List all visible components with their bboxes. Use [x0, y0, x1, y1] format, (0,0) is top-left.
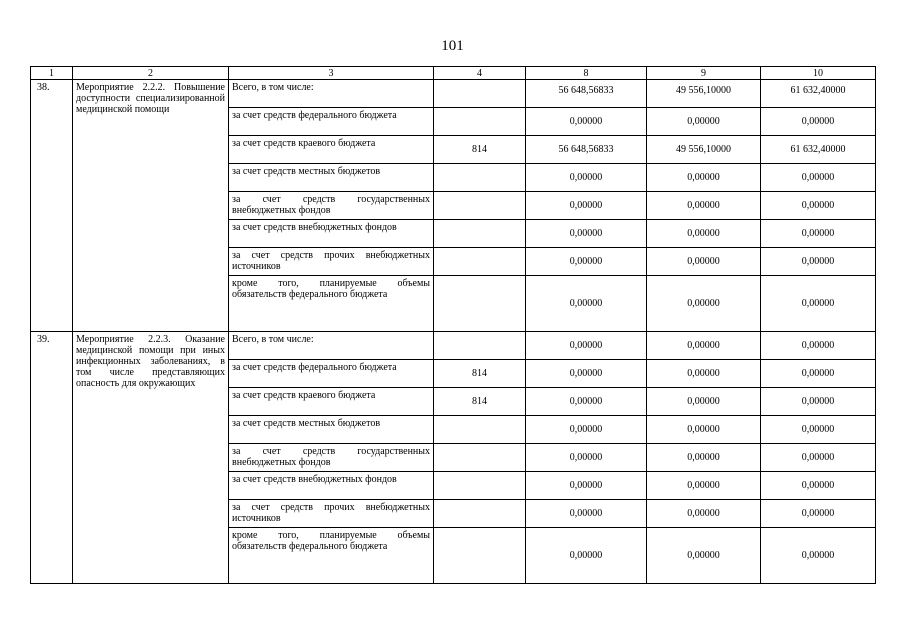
value-col-8: 56 648,56833 [526, 80, 647, 108]
value-col-10: 0,00000 [761, 276, 876, 332]
value-col-10: 0,00000 [761, 472, 876, 500]
budget-code [434, 528, 526, 584]
value-col-10: 0,00000 [761, 164, 876, 192]
value-col-8: 0,00000 [526, 220, 647, 248]
budget-table [30, 66, 876, 584]
funding-source: за счет средств федерального бюджета [229, 108, 434, 136]
header-cell: 1 [31, 67, 73, 80]
value-col-8: 0,00000 [526, 108, 647, 136]
value-col-8: 0,00000 [526, 276, 647, 332]
funding-source: за счет средств прочих внебюджетных источников [229, 248, 434, 276]
budget-code [434, 276, 526, 332]
header-cell: 2 [73, 67, 229, 80]
header-row [31, 67, 876, 80]
value-col-9: 0,00000 [647, 444, 761, 472]
value-col-8: 56 648,56833 [526, 136, 647, 164]
funding-source: за счет средств краевого бюджета [229, 136, 434, 164]
budget-code [434, 472, 526, 500]
value-col-10: 0,00000 [761, 220, 876, 248]
value-col-9: 0,00000 [647, 500, 761, 528]
row-index: 38. [31, 80, 73, 332]
budget-code [434, 164, 526, 192]
table-row [31, 332, 876, 360]
value-col-9: 0,00000 [647, 220, 761, 248]
value-col-9: 0,00000 [647, 360, 761, 388]
value-col-9: 0,00000 [647, 108, 761, 136]
value-col-8: 0,00000 [526, 500, 647, 528]
funding-source: за счет средств местных бюджетов [229, 416, 434, 444]
value-col-9: 0,00000 [647, 388, 761, 416]
budget-code: 814 [434, 136, 526, 164]
budget-code [434, 500, 526, 528]
value-col-8: 0,00000 [526, 388, 647, 416]
value-col-9: 0,00000 [647, 276, 761, 332]
value-col-10: 0,00000 [761, 192, 876, 220]
value-col-10: 0,00000 [761, 332, 876, 360]
funding-source: Всего, в том числе: [229, 80, 434, 108]
funding-source: за счет средств государственных внебюджетных фондов [229, 444, 434, 472]
funding-source: кроме того, планируемые объемы обязательств федерального бюджета [229, 528, 434, 584]
funding-source: за счет средств прочих внебюджетных источников [229, 500, 434, 528]
value-col-8: 0,00000 [526, 164, 647, 192]
value-col-9: 0,00000 [647, 192, 761, 220]
funding-source: за счет средств внебюджетных фондов [229, 220, 434, 248]
row-index: 39. [31, 332, 73, 584]
budget-code: 814 [434, 388, 526, 416]
value-col-9: 0,00000 [647, 164, 761, 192]
value-col-10: 0,00000 [761, 528, 876, 584]
value-col-9: 0,00000 [647, 332, 761, 360]
value-col-9: 49 556,10000 [647, 136, 761, 164]
header-cell: 10 [761, 67, 876, 80]
budget-code [434, 444, 526, 472]
budget-code [434, 108, 526, 136]
budget-code: 814 [434, 360, 526, 388]
value-col-10: 0,00000 [761, 248, 876, 276]
value-col-10: 0,00000 [761, 416, 876, 444]
budget-code [434, 248, 526, 276]
table-row [31, 80, 876, 108]
funding-source: кроме того, планируемые объемы обязательств федерального бюджета [229, 276, 434, 332]
value-col-10: 61 632,40000 [761, 80, 876, 108]
value-col-9: 0,00000 [647, 248, 761, 276]
value-col-10: 0,00000 [761, 444, 876, 472]
value-col-9: 0,00000 [647, 472, 761, 500]
funding-source: Всего, в том числе: [229, 332, 434, 360]
budget-code [434, 192, 526, 220]
funding-source: за счет средств внебюджетных фондов [229, 472, 434, 500]
value-col-8: 0,00000 [526, 360, 647, 388]
value-col-8: 0,00000 [526, 416, 647, 444]
header-cell: 9 [647, 67, 761, 80]
value-col-9: 49 556,10000 [647, 80, 761, 108]
budget-code [434, 220, 526, 248]
value-col-8: 0,00000 [526, 472, 647, 500]
event-name: Мероприятие 2.2.2. Повышение доступности специализированной медицинской помощи [73, 80, 229, 332]
value-col-10: 0,00000 [761, 360, 876, 388]
header-cell: 8 [526, 67, 647, 80]
funding-source: за счет средств федерального бюджета [229, 360, 434, 388]
value-col-10: 0,00000 [761, 108, 876, 136]
funding-source: за счет средств государственных внебюджетных фондов [229, 192, 434, 220]
event-name: Мероприятие 2.2.3. Оказание медицинской помощи при иных инфекционных заболеваниях, в том числе представляющих опасность для окружающих [73, 332, 229, 584]
funding-source: за счет средств местных бюджетов [229, 164, 434, 192]
value-col-8: 0,00000 [526, 192, 647, 220]
value-col-9: 0,00000 [647, 528, 761, 584]
budget-code [434, 416, 526, 444]
page-number: 101 [441, 38, 464, 54]
budget-code [434, 332, 526, 360]
header-cell: 4 [434, 67, 526, 80]
value-col-10: 61 632,40000 [761, 136, 876, 164]
funding-source: за счет средств краевого бюджета [229, 388, 434, 416]
value-col-10: 0,00000 [761, 388, 876, 416]
value-col-8: 0,00000 [526, 528, 647, 584]
value-col-8: 0,00000 [526, 248, 647, 276]
value-col-9: 0,00000 [647, 416, 761, 444]
value-col-10: 0,00000 [761, 500, 876, 528]
header-cell: 3 [229, 67, 434, 80]
value-col-8: 0,00000 [526, 444, 647, 472]
value-col-8: 0,00000 [526, 332, 647, 360]
budget-code [434, 80, 526, 108]
